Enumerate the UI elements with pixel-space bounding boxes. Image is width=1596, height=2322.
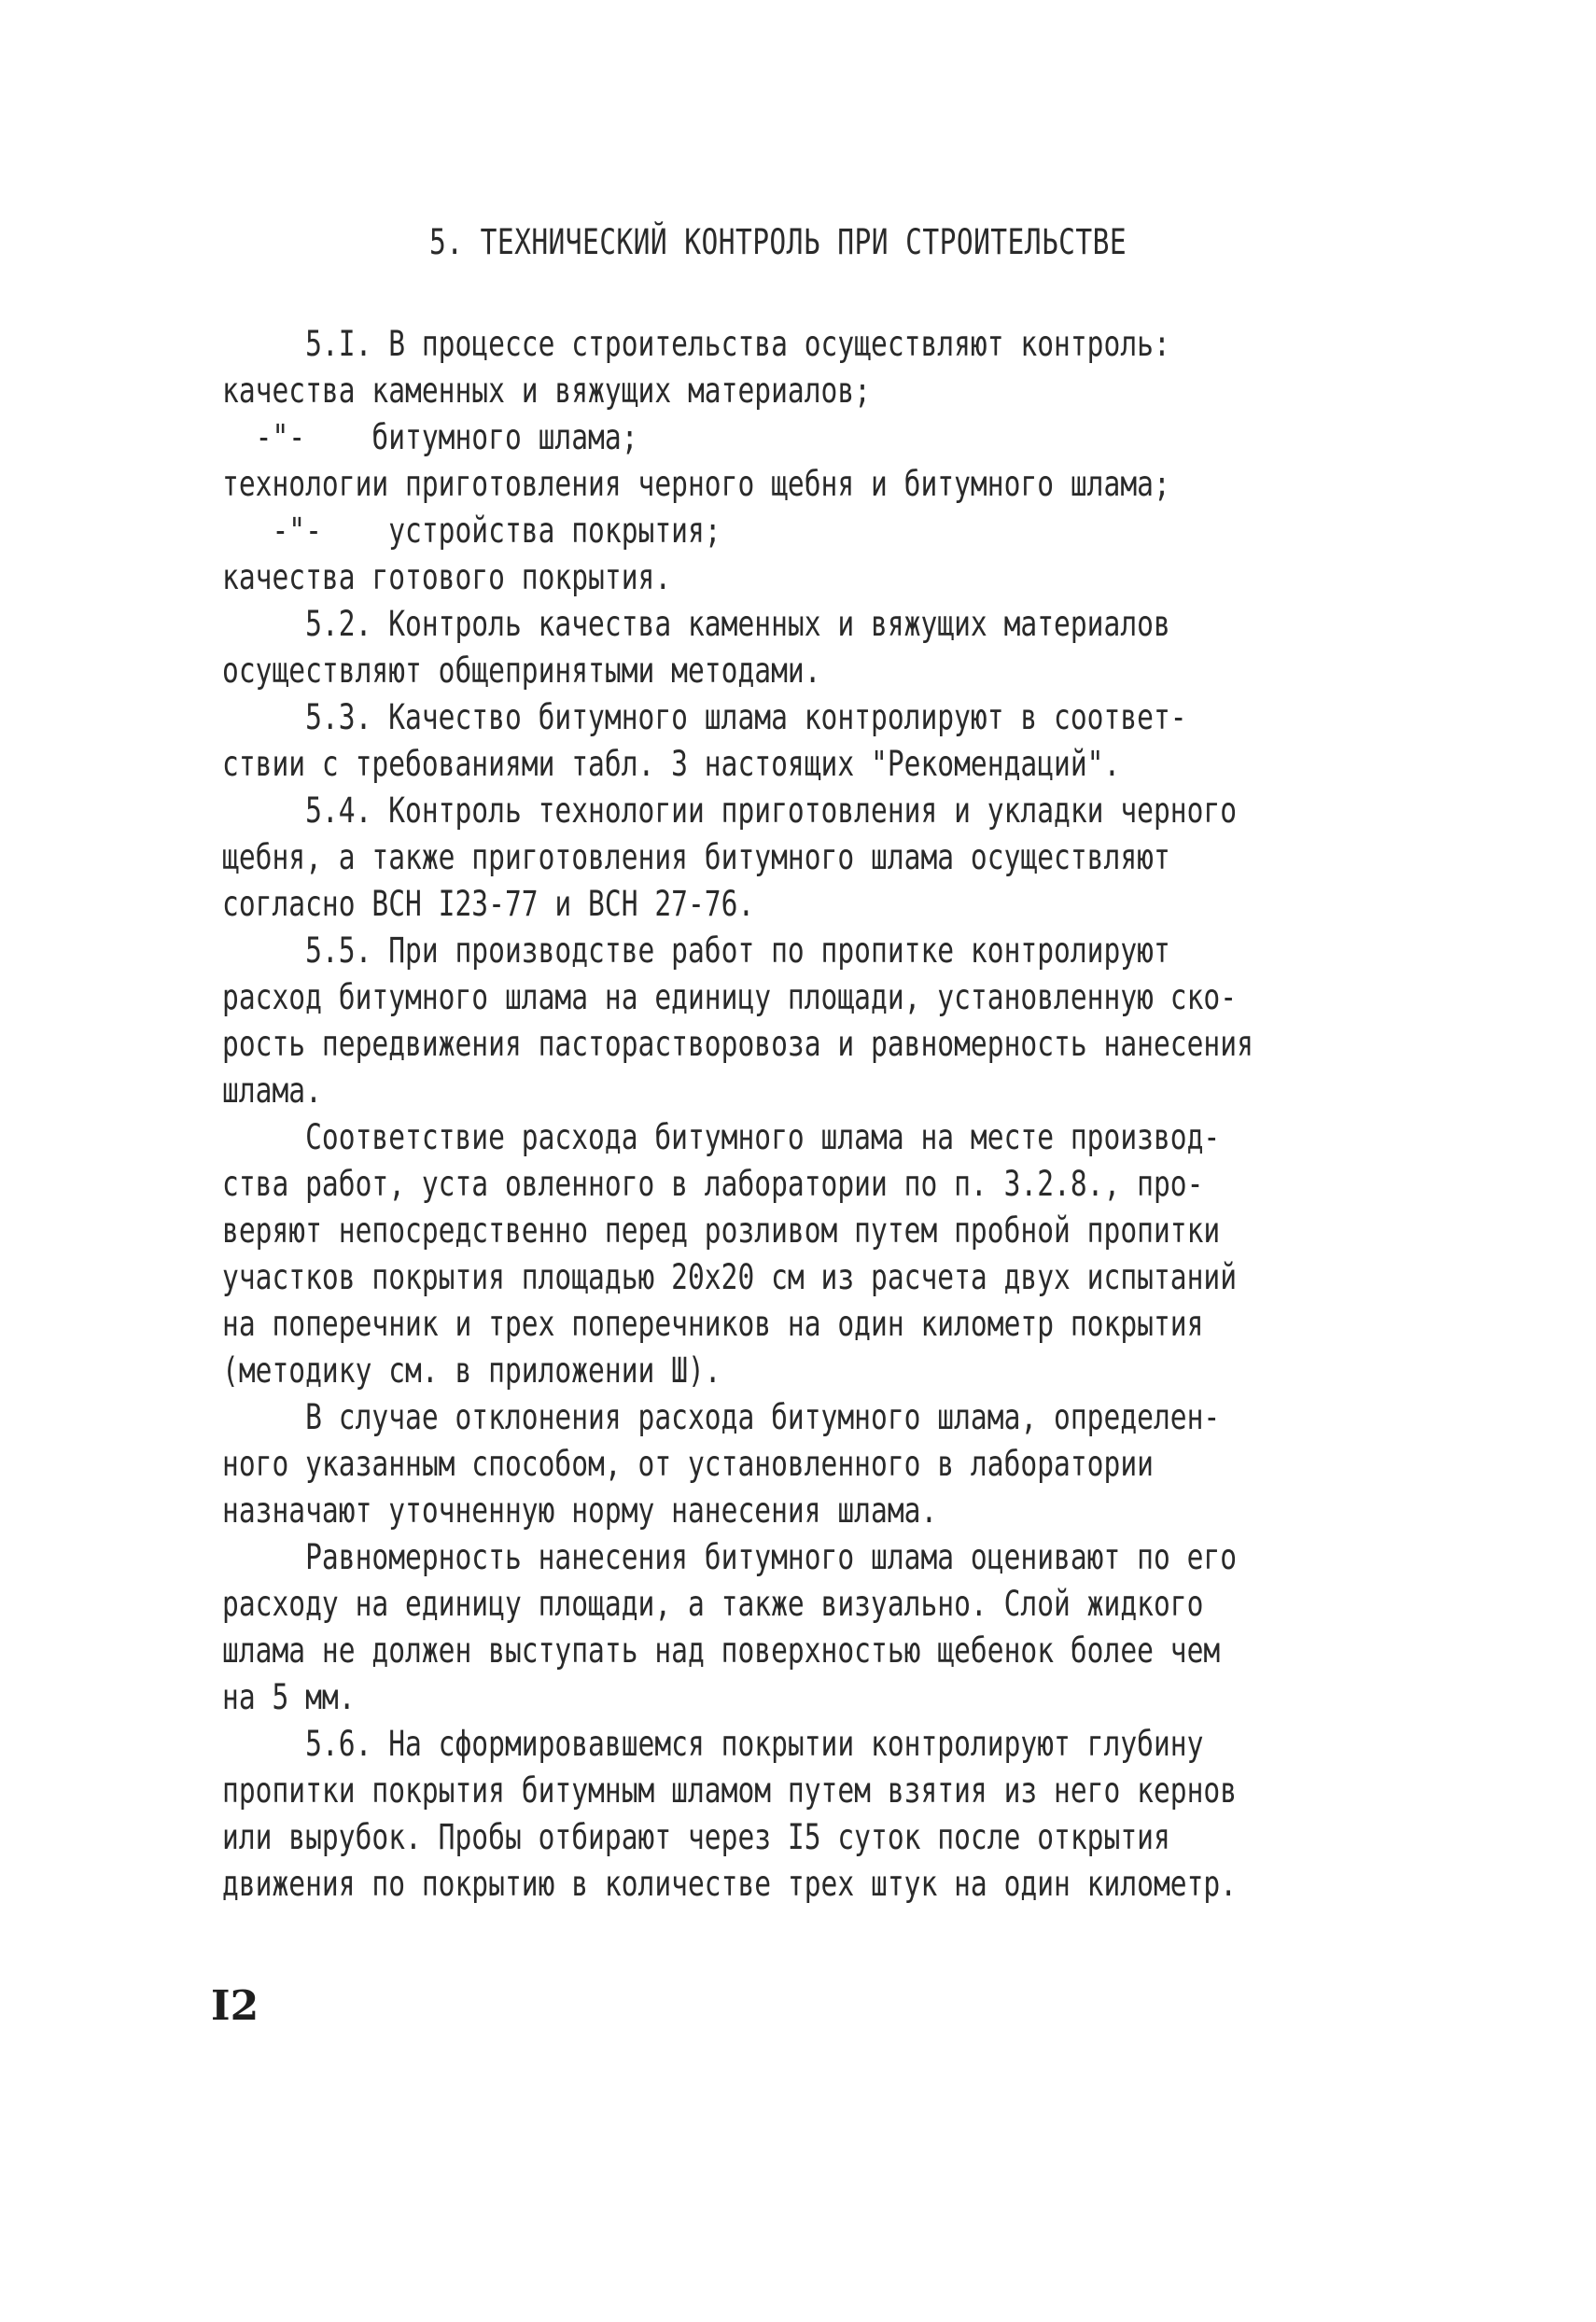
text-line: рость передвижения пастораствоpовоза и равномерность нанесения xyxy=(222,1024,1253,1064)
text-line: расход битумного шлама на единицу площади, установленную ско- xyxy=(222,977,1238,1017)
text-line: шлама не должен выступать над поверхностью щебенок более чем xyxy=(222,1630,1221,1671)
text-line: 5.6. На сформировавшемся покрытии контролируют глубину xyxy=(222,1724,1204,1764)
text-line: В случае отклонения расхода битумного шлама, определен- xyxy=(222,1397,1221,1437)
text-line: Соответствие расхода битумного шлама на месте производ- xyxy=(222,1117,1221,1157)
text-line: качества готового покрытия. xyxy=(222,557,672,597)
text-line: 5.5. При производстве работ по пропитке контролируют xyxy=(222,930,1170,971)
text-line: согласно ВСН I23-77 и ВСН 27-76. xyxy=(222,884,755,924)
text-line: веряют непосредственно перед розливом путем пробной пропитки xyxy=(222,1210,1221,1251)
text-line: движения по покрытию в количестве трех штук на один километр. xyxy=(222,1864,1238,1904)
text-line: расходу на единицу площади, а также визуально. Слой жидкого xyxy=(222,1584,1204,1624)
text-line: 5.2. Контроль качества каменных и вяжущих материалов xyxy=(222,604,1170,644)
text-line: 5.I. В процессе строительства осуществляют контроль: xyxy=(222,324,1170,364)
text-line: ствии с требованиями табл. 3 настоящих "Рекомендаций". xyxy=(222,744,1121,784)
text-line: на поперечник и трех поперечников на один километр покрытия xyxy=(222,1304,1204,1344)
text-line: участков покрытия площадью 20х20 см из расчета двух испытаний xyxy=(222,1257,1238,1297)
text-line: -"- битумного шлама; xyxy=(222,417,638,457)
text-line: -"- устройства покрытия; xyxy=(222,511,721,551)
text-line: на 5 мм. xyxy=(222,1677,356,1717)
text-line: или вырубок. Пробы отбирают через I5 суток после открытия xyxy=(222,1817,1170,1857)
text-line: шлама. xyxy=(222,1070,322,1111)
text-line: Равномерность нанесения битумного шлама оценивают по его xyxy=(222,1537,1238,1577)
text-line: пропитки покрытия битумным шламом путем взятия из него кернов xyxy=(222,1770,1238,1811)
text-line: технологии приготовления черного щебня и битумного шлама; xyxy=(222,464,1170,504)
text-line: качества каменных и вяжущих материалов; xyxy=(222,371,872,411)
text-line: ного указанным способом, от установленного в лаборатории xyxy=(222,1444,1154,1484)
text-line: 5.4. Контроль технологии приготовления и укладки черного xyxy=(222,790,1238,831)
section-title: 5. ТЕХНИЧЕСКИЙ КОНТРОЛЬ ПРИ СТРОИТЕЛЬСТВЕ xyxy=(429,222,1127,262)
text-line: 5.3. Качество битумного шлама контролируют в соответ- xyxy=(222,697,1187,737)
text-line: щебня, а также приготовления битумного шлама осуществляют xyxy=(222,837,1170,877)
page-number: I2 xyxy=(211,1982,259,2030)
text-line: ства работ, уста овленного в лаборатории по п. 3.2.8., про- xyxy=(222,1164,1204,1204)
text-line: осуществляют общепринятыми методами. xyxy=(222,650,821,691)
text-line: (методику см. в приложении Ш). xyxy=(222,1350,721,1391)
text-line: назначают уточненную норму нанесения шлама. xyxy=(222,1490,938,1531)
